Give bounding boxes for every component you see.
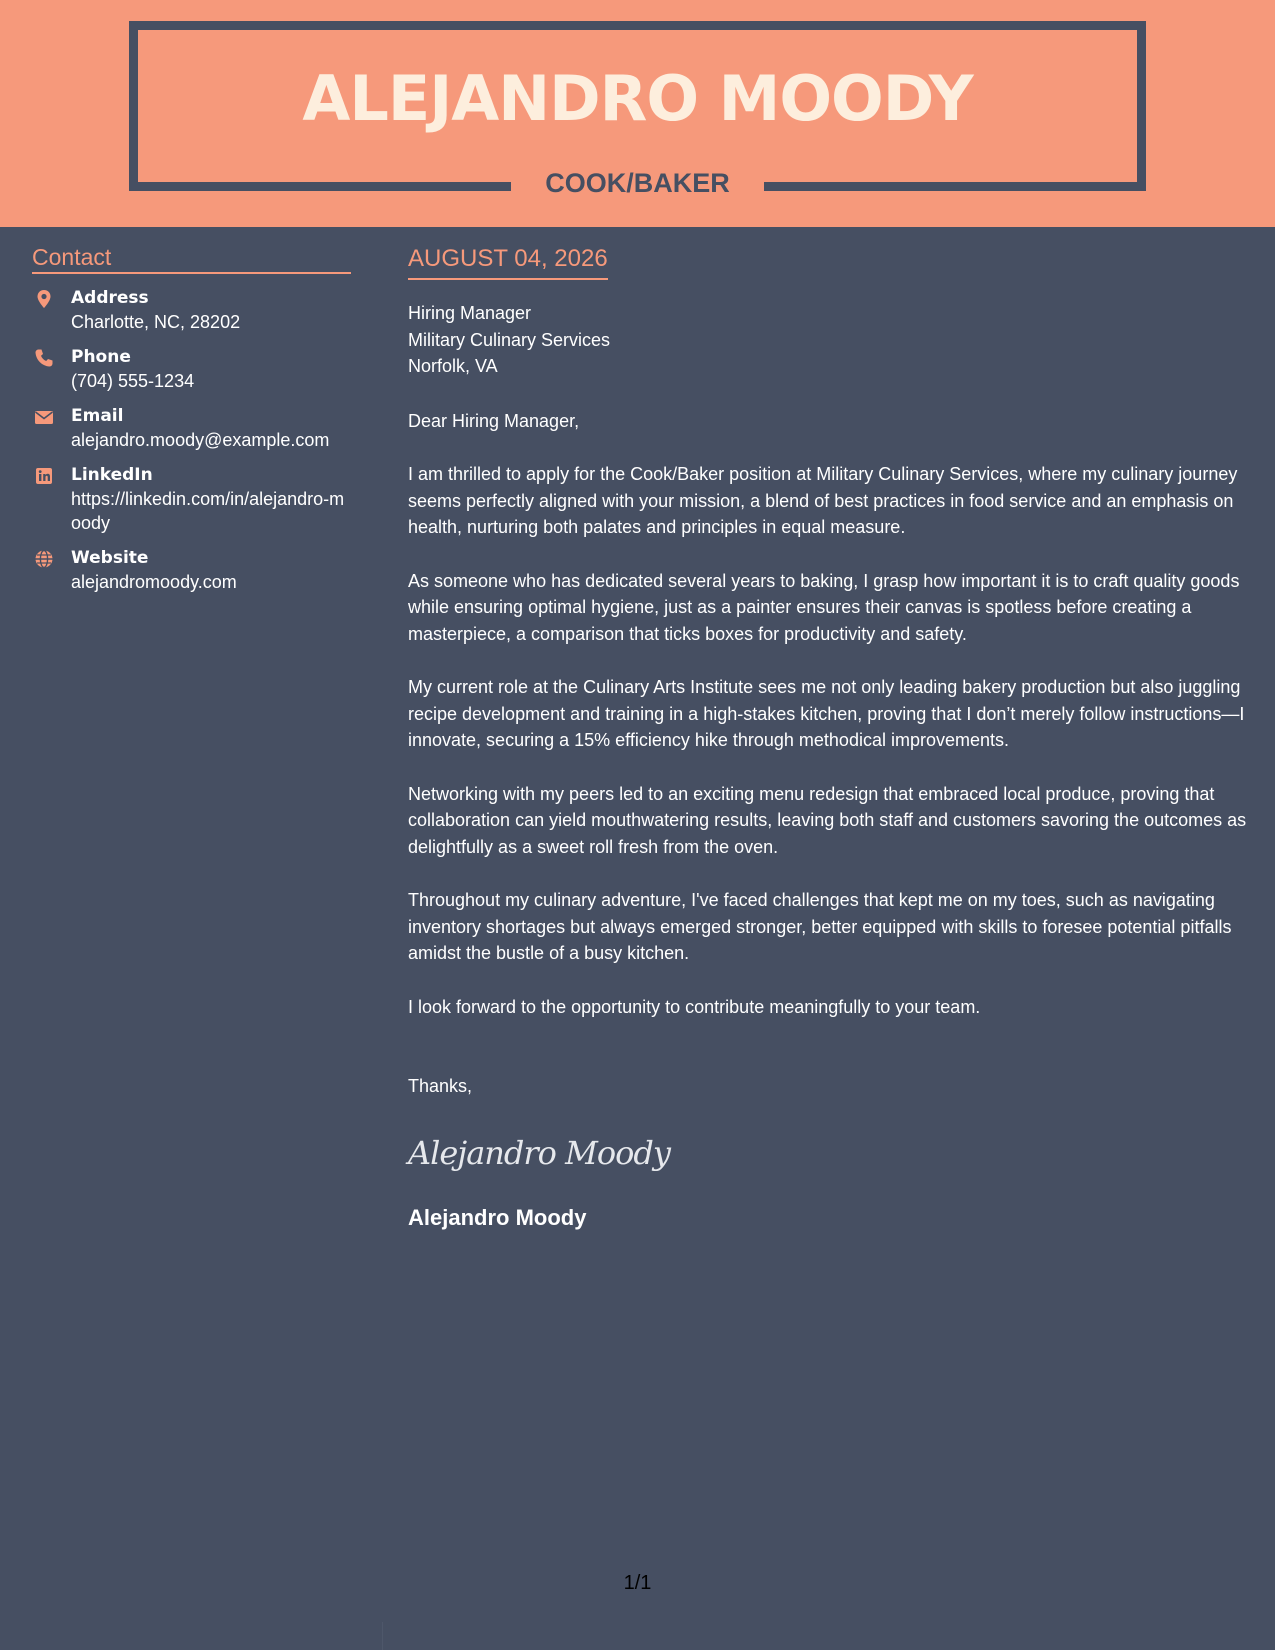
body-paragraph: I am thrilled to apply for the Cook/Baker position at Military Culinary Services, where my culinary journey seems perfectly aligned with your mission, a blend of best practices in food service and an emphasis on health, nurturing both palates and principles in equal measure.	[408, 464, 1238, 537]
recipient-line: Military Culinary Services	[408, 329, 611, 350]
contact-value: (704) 555-1234	[71, 371, 195, 391]
divider	[382, 1622, 383, 1650]
page-number: 1/1	[623, 1572, 652, 1594]
phone-icon	[34, 348, 54, 368]
greeting: Dear Hiring Manager,	[408, 410, 580, 431]
contact-value[interactable]: alejandro.moody@example.com	[71, 430, 330, 450]
recipient-line: Norfolk, VA	[408, 356, 498, 376]
contact-heading: Contact	[32, 243, 351, 274]
recipient-block	[408, 300, 1258, 380]
contact-label: Phone	[71, 347, 131, 367]
contact-address	[32, 286, 351, 334]
letter-body	[408, 243, 1258, 1232]
job-title: COOK/BAKER	[511, 162, 764, 204]
map-pin-icon	[34, 289, 54, 309]
header-banner	[0, 0, 1275, 227]
contact-phone	[32, 345, 351, 393]
contact-value: Charlotte, NC, 28202	[71, 312, 241, 332]
body-paragraph: I look forward to the opportunity to contribute meaningfully to your team.	[408, 996, 981, 1017]
recipient-line: Hiring Manager	[408, 303, 532, 323]
contact-website	[32, 546, 351, 594]
closing: Thanks,	[408, 1076, 473, 1096]
body-paragraph: As someone who has dedicated several years to baking, I grasp how important it is to craft quality goods while ensuring optimal hygiene, just as a painter ensures their canvas is spotless before creating a masterpiece, a comparison that ticks boxes for productivity and safety.	[408, 570, 1240, 644]
contact-value[interactable]: https://linkedin.com/in/alejandro-moody	[71, 489, 345, 533]
handwritten-signature: Alejandro Moody	[408, 1133, 670, 1172]
contact-sidebar	[32, 243, 351, 605]
applicant-name: ALEJANDRO MOODY	[302, 62, 973, 135]
signer-name: Alejandro Moody	[408, 1204, 587, 1230]
contact-linkedin	[32, 463, 351, 535]
contact-label: LinkedIn	[71, 465, 153, 485]
contact-email	[32, 404, 351, 452]
letter-date: AUGUST 04, 2026	[408, 243, 608, 280]
globe-icon	[34, 549, 54, 569]
contact-label: Website	[71, 548, 149, 568]
body-paragraph: Throughout my culinary adventure, I've faced challenges that kept me on my toes, such as navigating inventory shortages but always emerged stronger, better equipped with skills to foresee potential pitfalls amidst the bustle of a busy kitchen.	[408, 890, 1232, 963]
envelope-icon	[34, 407, 54, 427]
body-paragraph: My current role at the Culinary Arts Institute sees me not only leading bakery production but also juggling recipe development and training in a high-stakes kitchen, proving that I don’t merely follow instructions—I innovate, securing a 15% efficiency hike through methodical improvements.	[408, 677, 1245, 750]
linkedin-icon	[34, 466, 54, 486]
contact-label: Address	[71, 288, 149, 308]
contact-value[interactable]: alejandromoody.com	[71, 572, 237, 592]
contact-label: Email	[71, 406, 124, 426]
body-paragraph: Networking with my peers led to an exciting menu redesign that embraced local produce, proving that collaboration can yield mouthwatering results, leaving both staff and customers savoring the outcomes as delightfully as a sweet roll fresh from the oven.	[408, 783, 1247, 857]
